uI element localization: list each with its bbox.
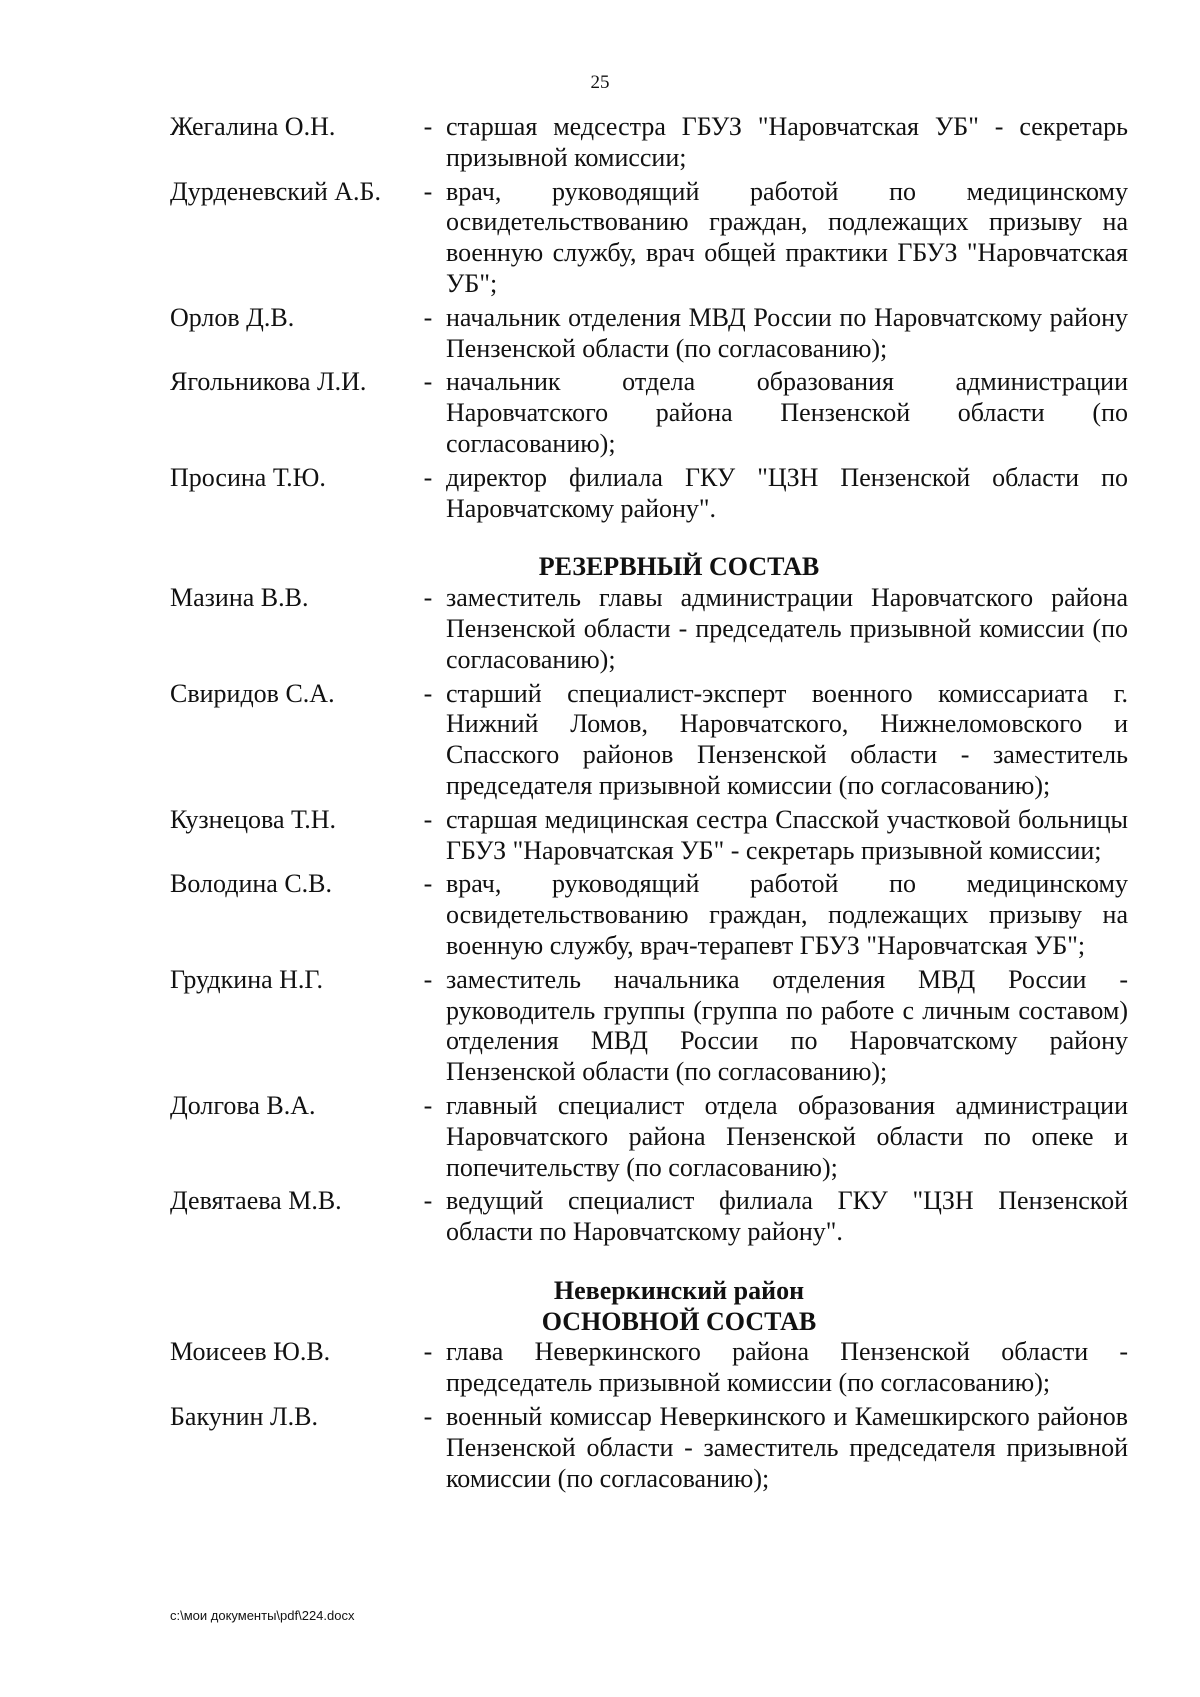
member-entry: [170, 805, 1128, 867]
member-entry: [170, 1091, 1128, 1183]
member-role: врач, руководящий работой по медицинскому освидетельствованию граждан, подлежащих призыву на военную службу, врач общей практики ГБУЗ "Наровчатская УБ";: [446, 176, 1128, 298]
document-body: [170, 112, 1128, 1497]
member-entry: [170, 112, 1128, 174]
member-entry: [170, 679, 1128, 802]
member-entry: [170, 1402, 1128, 1494]
member-entry: [170, 367, 1128, 459]
member-entry: [170, 583, 1128, 675]
dash-separator: -: [423, 367, 433, 397]
member-name: Моисеев Ю.В.: [170, 1337, 331, 1367]
section-heading: Неверкинский район: [553, 1275, 805, 1305]
footer-file-path: c:\мои документы\pdf\224.docx: [170, 1608, 355, 1623]
member-entry: [170, 965, 1128, 1088]
member-role: военный комиссар Неверкинского и Камешкирского районов Пензенской области - заместитель председателя призывной комиссии (по согласованию);: [446, 1402, 1128, 1493]
member-role: заместитель начальника отделения МВД России - руководитель группы (группа по работе с личным составом) отделения МВД России по Наровчатскому району Пензенской области (по согласованию);: [446, 964, 1128, 1087]
dash-separator: -: [423, 1186, 433, 1216]
page-number: 25: [590, 72, 610, 93]
section-heading: ОСНОВНОЙ СОСТАВ: [541, 1306, 817, 1336]
member-name: Жегалина О.Н.: [170, 112, 336, 141]
member-name: Долгова В.А.: [170, 1090, 316, 1120]
member-role: начальник отделения МВД России по Наровчатскому району Пензенской области (по согласованию);: [446, 302, 1128, 363]
member-role: начальник отдела образования администрации Наровчатского района Пензенской области (по согласованию);: [446, 367, 1128, 458]
member-name: Орлов Д.В.: [170, 302, 295, 332]
dash-separator: -: [423, 678, 433, 708]
dash-separator: -: [423, 964, 433, 994]
dash-separator: -: [423, 869, 433, 899]
member-entry: [170, 1337, 1128, 1399]
member-entry: [170, 303, 1128, 365]
member-entry: [170, 177, 1128, 300]
member-role: глава Неверкинского района Пензенской области - председатель призывной комиссии (по согласованию);: [446, 1337, 1128, 1398]
member-role: директор филиала ГКУ "ЦЗН Пензенской области по Наровчатскому району".: [446, 462, 1128, 523]
member-role: старшая медицинская сестра Спасской участковой больницы ГБУЗ "Наровчатская УБ" - секретарь призывной комиссии;: [446, 804, 1128, 865]
member-name: Бакунин Л.В.: [170, 1402, 318, 1432]
member-name: Грудкина Н.Г.: [170, 964, 324, 994]
member-role: врач, руководящий работой по медицинскому освидетельствованию граждан, подлежащих призыву на военную службу, врач-терапевт ГБУЗ "Наровчатская УБ";: [446, 869, 1128, 960]
dash-separator: -: [423, 804, 433, 834]
section-heading: РЕЗЕРВНЫЙ СОСТАВ: [538, 552, 820, 582]
member-entry: [170, 463, 1128, 525]
member-role: ведущий специалист филиала ГКУ "ЦЗН Пензенской области по Наровчатскому району".: [446, 1186, 1128, 1247]
dash-separator: -: [423, 1337, 433, 1367]
member-entry: [170, 1186, 1128, 1248]
member-role: главный специалист отдела образования администрации Наровчатского района Пензенской области по опеке и попечительству (по согласованию);: [446, 1090, 1128, 1182]
dash-separator: -: [423, 462, 433, 492]
dash-separator: -: [423, 1090, 433, 1120]
member-name: Просина Т.Ю.: [170, 462, 326, 492]
member-role: заместитель главы администрации Наровчатского района Пензенской области - председатель призывной комиссии (по согласованию);: [446, 583, 1128, 674]
member-role: старшая медсестра ГБУЗ "Наровчатская УБ" - секретарь призывной комиссии;: [446, 112, 1128, 172]
dash-separator: -: [423, 176, 433, 206]
dash-separator: -: [423, 302, 433, 332]
member-entry: [170, 869, 1128, 961]
dash-separator: -: [423, 583, 433, 613]
member-name: Ягольникова Л.И.: [170, 367, 367, 397]
member-role: старший специалист-эксперт военного комиссариата г. Нижний Ломов, Наровчатского, Нижнеломовского и Спасского районов Пензенской области - заместитель председателя призывной комиссии (по согласованию);: [446, 678, 1128, 800]
member-name: Свиридов С.А.: [170, 678, 335, 708]
dash-separator: -: [423, 112, 433, 141]
member-name: Мазина В.В.: [170, 583, 309, 613]
member-name: Кузнецова Т.Н.: [170, 804, 337, 834]
member-name: Володина С.В.: [170, 869, 333, 899]
dash-separator: -: [423, 1402, 433, 1432]
member-name: Девятаева М.В.: [170, 1186, 342, 1216]
member-name: Дурденевский А.Б.: [170, 176, 381, 206]
